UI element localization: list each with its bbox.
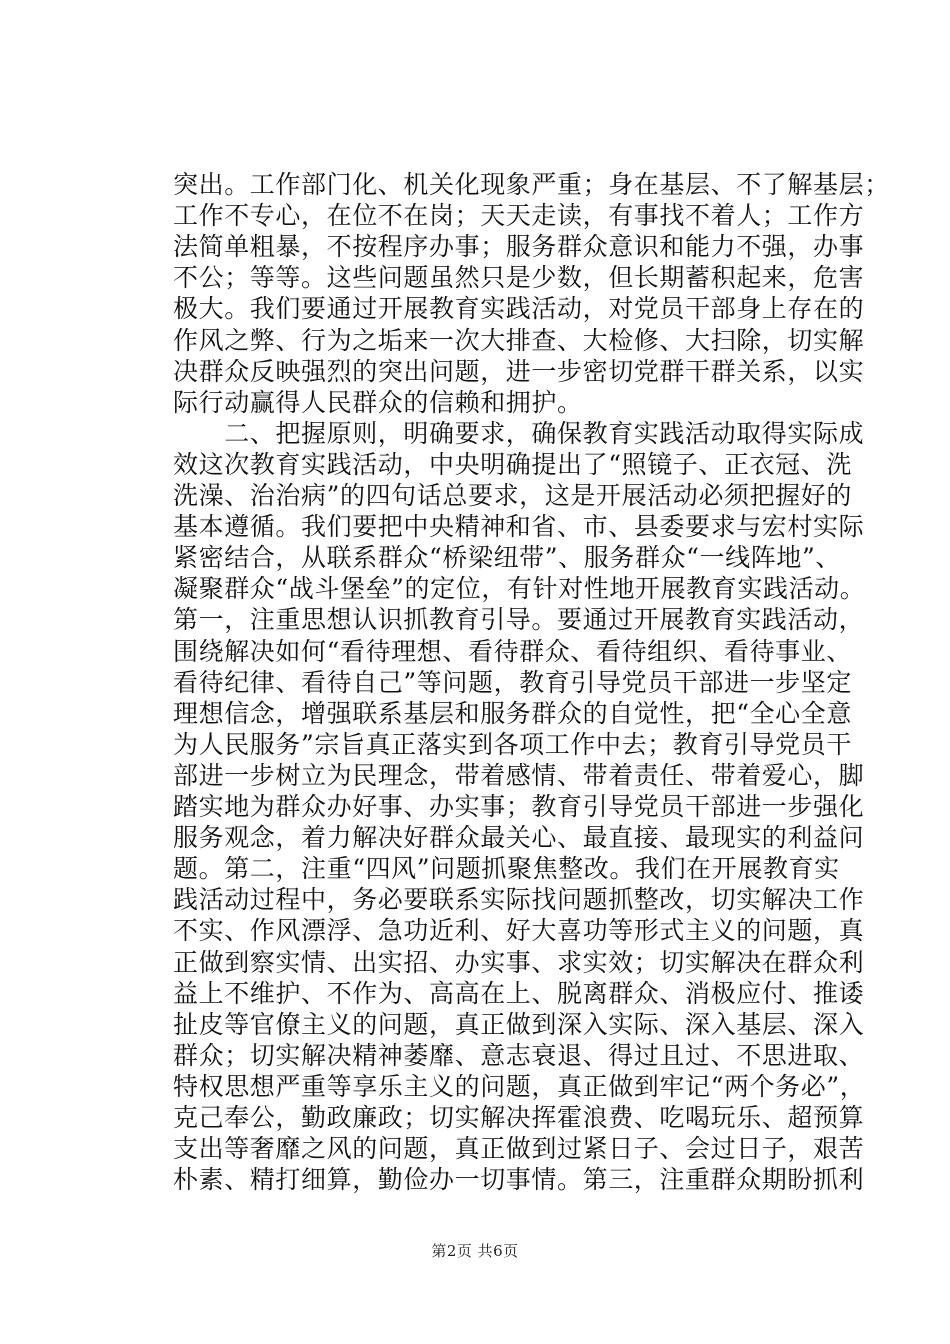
text-line: 看待纪律、看待自己”等问题，教育引导党员干部进一步坚定 bbox=[173, 667, 852, 697]
text-line: 际行动赢得人民群众的信赖和拥护。 bbox=[173, 387, 583, 417]
text-line: 效这次教育实践活动，中央明确提出了“照镜子、正衣冠、洗 bbox=[173, 449, 852, 479]
text-line: 决群众反映强烈的突出问题，进一步密切党群干群关系，以实 bbox=[173, 356, 865, 386]
text-line: 支出等奢靡之风的问题，真正做到过紧日子、会过日子，艰苦 bbox=[173, 1134, 865, 1164]
text-line: 围绕解决如何“看待理想、看待群众、看待组织、看待事业、 bbox=[173, 636, 852, 666]
text-line: 突出。工作部门化、机关化现象严重；身在基层、不了解基层； bbox=[173, 170, 890, 199]
text-line: 第一，注重思想认识抓教育引导。要通过开展教育实践活动， bbox=[173, 605, 865, 635]
text-line: 部进一步树立为民理念，带着感情、带着责任、带着爱心，脚 bbox=[173, 760, 865, 790]
text-line: 踏实地为群众办好事、办实事；教育引导党员干部进一步强化 bbox=[173, 792, 865, 821]
text-line: 不公；等等。这些问题虽然只是少数，但长期蓄积起来，危害 bbox=[173, 263, 865, 293]
text-line: 洗澡、治治病”的四句话总要求，这是开展活动必须把握好的 bbox=[173, 481, 852, 510]
text-line: 极大。我们要通过开展教育实践活动，对党员干部身上存在的 bbox=[173, 294, 865, 324]
text-line: 扯皮等官僚主义的问题，真正做到深入实际、深入基层、深入 bbox=[173, 1009, 865, 1039]
text-line: 工作不专心，在位不在岗；天天走读，有事找不着人；工作方 bbox=[173, 201, 865, 231]
text-line: 题。第二，注重“四风”问题抓聚焦整改。我们在开展教育实 bbox=[173, 854, 840, 884]
text-line: 群众；切实解决精神萎靡、意志衰退、得过且过、不思进取、 bbox=[173, 1040, 865, 1070]
text-line: 克己奉公，勤政廉政；切实解决挥霍浪费、吃喝玩乐、超预算 bbox=[173, 1103, 865, 1132]
text-line: 作风之弊、行为之垢来一次大排查、大检修、大扫除，切实解 bbox=[173, 325, 865, 355]
text-line: 为人民服务”宗旨真正落实到各项工作中去；教育引导党员干 bbox=[173, 729, 852, 759]
text-line: 践活动过程中，务必要联系实际找问题抓整改，切实解决工作 bbox=[173, 885, 865, 915]
text-line: 二、把握原则，明确要求，确保教育实践活动取得实际成 bbox=[173, 418, 865, 448]
text-line: 正做到察实情、出实招、办实事、求实效；切实解决在群众利 bbox=[173, 947, 865, 977]
page-footer: 第2页 共6页 bbox=[431, 1242, 519, 1260]
text-line: 基本遵循。我们要把中央精神和省、市、县委要求与宏村实际 bbox=[173, 512, 865, 542]
text-line: 服务观念，着力解决好群众最关心、最直接、最现实的利益问 bbox=[173, 823, 865, 853]
text-line: 紧密结合，从联系群众“桥梁纽带”、服务群众“一线阵地”、 bbox=[173, 543, 841, 573]
text-line: 朴素、精打细算，勤俭办一切事情。第三，注重群众期盼抓利 bbox=[173, 1165, 865, 1195]
text-line: 特权思想严重等享乐主义的问题，真正做到牢记“两个务必”， bbox=[173, 1071, 866, 1101]
text-line: 不实、作风漂浮、急功近利、好大喜功等形式主义的问题，真 bbox=[173, 916, 865, 946]
text-line: 法简单粗暴，不按程序办事；服务群众意识和能力不强，办事 bbox=[173, 232, 865, 262]
text-line: 凝聚群众“战斗堡垒”的定位，有针对性地开展教育实践活动。 bbox=[173, 574, 866, 604]
text-line: 理想信念，增强联系基层和服务群众的自觉性，把“全心全意 bbox=[173, 698, 852, 728]
text-line: 益上不维护、不作为、高高在上、脱离群众、消极应付、推诿 bbox=[173, 978, 865, 1008]
